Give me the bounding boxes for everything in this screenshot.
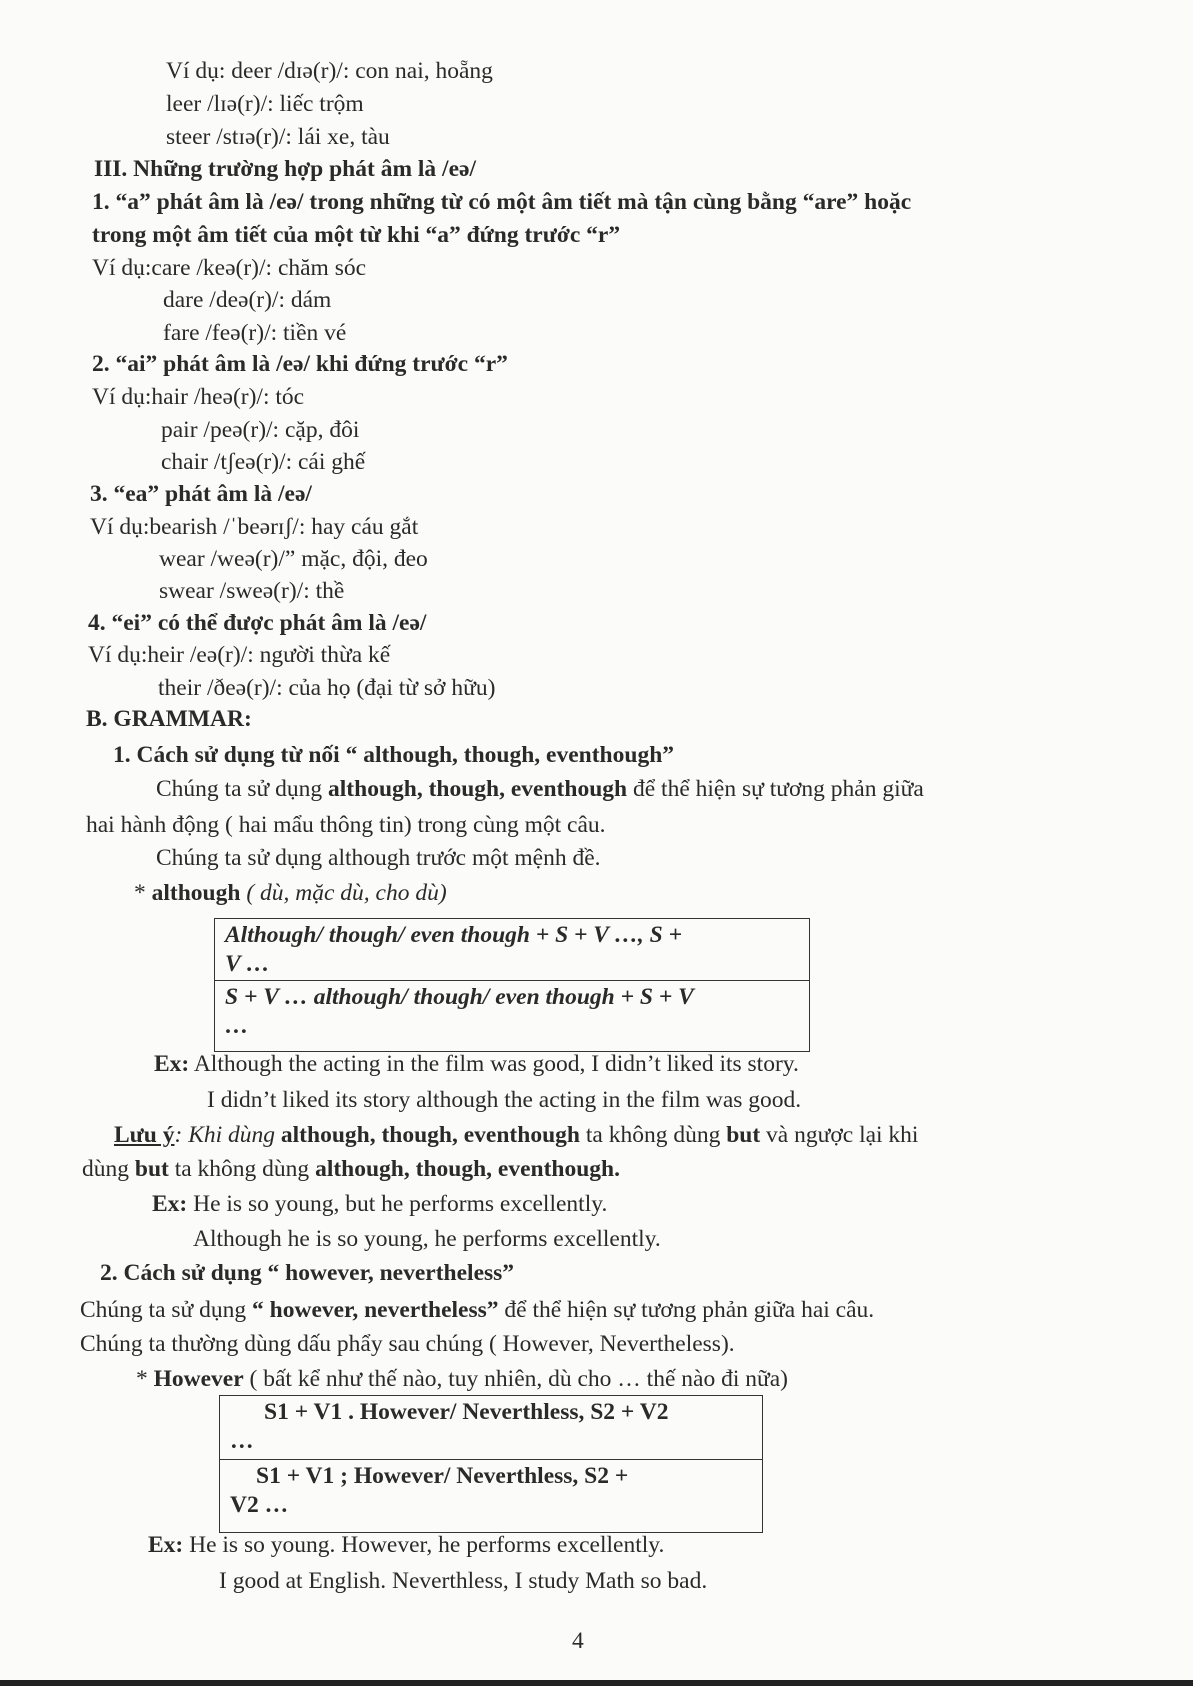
example-3-a [148,1532,664,1559]
example-hair: Ví dụ:hair /heə(r)/: tóc [92,384,305,410]
although-structure-table [214,918,810,1052]
example-their: their /ðeə(r)/: của họ (đại từ sở hữu) [158,675,496,701]
example-2-b: Although he is so young, he performs excellently. [193,1226,661,1252]
example-deer: Ví dụ: deer /dɪə(r)/: con nai, hoẵng [166,58,493,84]
rule-2-title: 2. “ai” phát âm là /eə/ khi đứng trước “r” [92,351,508,377]
connectors: although, though, eventhough [328,776,628,802]
text: Khi dùng [188,1122,276,1148]
section-2-paragraph-1 [80,1297,874,1324]
structure-row-1-line-1: Although/ though/ even though + S + V …, S + [225,922,683,948]
example-fare: fare /feə(r)/: tiền vé [163,320,347,346]
example-steer: steer /stɪə(r)/: lái xe, tàu [166,124,390,150]
section-2-paragraph-2: Chúng ta thường dùng dấu phẩy sau chúng ( However, Nevertheless). [80,1331,735,1357]
structure-row-1-line-2: V … [225,951,270,978]
structure-row-1 [220,1396,762,1460]
ex-label: Ex: [154,1051,190,1077]
connectors: although, though, eventhough [275,1122,580,1148]
text: Chúng ta sử dụng [80,1297,253,1323]
text: He is so young. However, he performs excellently. [183,1532,665,1558]
although-word: although [151,880,241,906]
text: và ngược lại khi [760,1122,919,1148]
structure-row-2-line-1: S1 + V1 ; However/ Neverthless, S2 + [256,1463,629,1489]
however-word: However [153,1366,244,1392]
structure-row-2 [215,981,809,1051]
grammar-section-1-title: 1. Cách sử dụng từ nối “ although, though, eventhough” [113,742,675,768]
example-leer: leer /lɪə(r)/: liếc trộm [166,91,364,117]
structure-row-2-line-1: S + V … although/ though/ even though + S + V [225,984,694,1010]
example-care: Ví dụ:care /keə(r)/: chăm sóc [92,255,367,281]
example-heir: Ví dụ:heir /eə(r)/: người thừa kế [88,642,391,668]
however-structure-table [219,1395,763,1533]
text: He is so young, but he performs excellently. [187,1191,608,1217]
section-1-paragraph-1-cont: hai hành động ( hai mẩu thông tin) trong cùng một câu. [86,812,606,838]
page-number: 4 [572,1628,584,1654]
structure-row-2-line-2: V2 … [230,1492,289,1519]
rule-4-title: 4. “ei” có thể được phát âm là /eə/ [88,610,427,636]
although-meaning: ( dù, mặc dù, cho dù) [240,880,447,906]
text: : [174,1122,189,1148]
ex-label: Ex: [152,1191,188,1217]
example-dare: dare /deə(r)/: dám [163,287,332,313]
bullet: * [134,880,152,906]
ex-label: Ex: [148,1532,184,1558]
connectors: although, though, eventhough. [315,1156,621,1182]
text: Chúng ta sử dụng [156,776,329,802]
text: để thể hiện sự tương phản giữa hai câu. [498,1297,875,1323]
example-bearish: Ví dụ:bearish /ˈbeərɪʃ/: hay cáu gắt [90,514,419,540]
however-meaning: ( bất kể như thế nào, tuy nhiên, dù cho … thế nào đi nữa) [243,1366,788,1392]
structure-row-1-line-1: S1 + V1 . However/ Neverthless, S2 + V2 [264,1399,669,1425]
connectors: “ however, nevertheless” [252,1297,499,1323]
section-1-paragraph-1 [156,776,924,803]
section-3-title: III. Những trường hợp phát âm là /eə/ [94,156,476,182]
example-1-a [154,1051,799,1078]
example-pair: pair /peə(r)/: cặp, đôi [161,417,360,443]
note-line-2 [82,1156,620,1183]
structure-row-1 [215,919,809,981]
structure-row-2-line-2: … [225,1013,249,1040]
example-2-a [152,1191,607,1218]
but-word: but [134,1156,169,1182]
text: để thể hiện sự tương phản giữa [627,776,924,802]
example-wear: wear /weə(r)/” mặc, đội, đeo [159,546,428,572]
structure-row-2 [220,1460,762,1532]
text: Although the acting in the film was good, I didn’t liked its story. [189,1051,799,1077]
rule-1-title-line-2: trong một âm tiết của một từ khi “a” đứng trước “r” [92,222,621,248]
example-1-b: I didn’t liked its story although the acting in the film was good. [207,1087,802,1113]
however-heading [136,1366,788,1393]
text: dùng [82,1156,135,1182]
bullet: * [136,1366,154,1392]
note-label: Lưu ý [114,1122,175,1148]
scan-edge [0,1680,1193,1686]
note-line-1 [114,1122,918,1149]
example-swear: swear /sweə(r)/: thề [159,578,345,604]
although-heading [134,880,447,907]
grammar-section-2-title: 2. Cách sử dụng “ however, nevertheless” [100,1260,515,1286]
text: ta không dùng [168,1156,316,1182]
example-3-b: I good at English. Neverthless, I study Math so bad. [219,1568,708,1594]
grammar-title: B. GRAMMAR: [86,706,252,732]
section-1-paragraph-2: Chúng ta sử dụng although trước một mệnh đề. [156,845,601,871]
example-chair: chair /tʃeə(r)/: cái ghế [161,449,366,475]
structure-row-1-line-2: … [230,1428,254,1455]
but-word: but [726,1122,761,1148]
text: ta không dùng [579,1122,727,1148]
rule-1-title-line-1: 1. “a” phát âm là /eə/ trong những từ có một âm tiết mà tận cùng bằng “are” hoặc [92,189,912,215]
rule-3-title: 3. “ea” phát âm là /eə/ [90,481,312,507]
